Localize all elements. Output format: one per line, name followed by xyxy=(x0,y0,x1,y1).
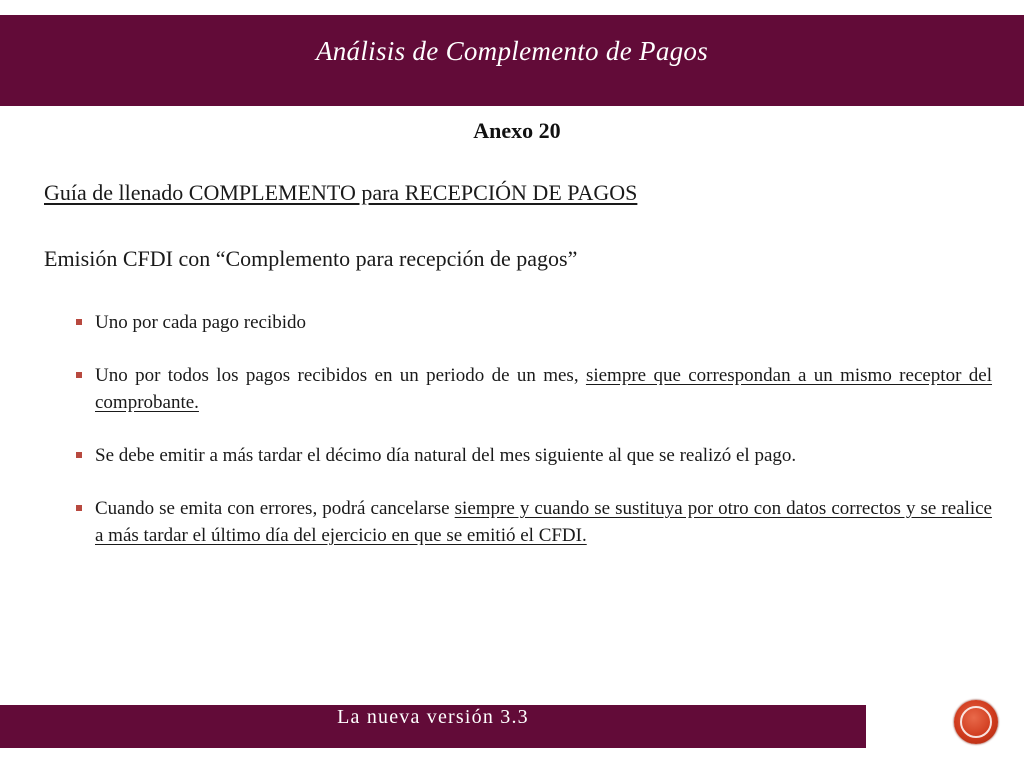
bullet-item xyxy=(76,495,992,549)
logo-ring xyxy=(960,706,992,738)
bullet-text: Cuando se emita con errores, podrá cancelarse xyxy=(95,498,455,519)
slide-title: Análisis de Complemento de Pagos xyxy=(315,36,709,66)
square-bullet-icon xyxy=(76,452,82,458)
emission-title: Emisión CFDI con “Complemento para recepción de pagos” xyxy=(44,246,578,271)
square-bullet-icon xyxy=(76,319,82,325)
bullet-item xyxy=(76,309,992,336)
bullet-list xyxy=(76,309,992,549)
square-bullet-icon xyxy=(76,505,82,511)
square-bullet-icon xyxy=(76,372,82,378)
bullet-text: Se debe emitir a más tardar el décimo día natural del mes siguiente al que se realizó el pago. xyxy=(95,445,797,466)
bullet-text: Uno por cada pago recibido xyxy=(95,312,307,333)
annex-heading: Anexo 20 xyxy=(473,118,561,143)
red-circle-logo-icon xyxy=(954,700,998,744)
bullet-item xyxy=(76,362,992,416)
bullet-item xyxy=(76,442,992,469)
bullet-underlined-text: siempre y cuando se sustituya por otro con datos correctos y se realice a más tardar el último día del ejercicio en que se emitió el CFDI. xyxy=(95,498,992,546)
footer-text: La nueva versión 3.3 xyxy=(337,706,529,728)
bullet-underlined-text: siempre que correspondan a un mismo receptor del comprobante. xyxy=(95,365,992,413)
guide-title: Guía de llenado COMPLEMENTO para RECEPCIÓN DE PAGOS xyxy=(44,180,638,205)
bullet-text: Uno por todos los pagos recibidos en un periodo de un mes, xyxy=(95,365,586,386)
